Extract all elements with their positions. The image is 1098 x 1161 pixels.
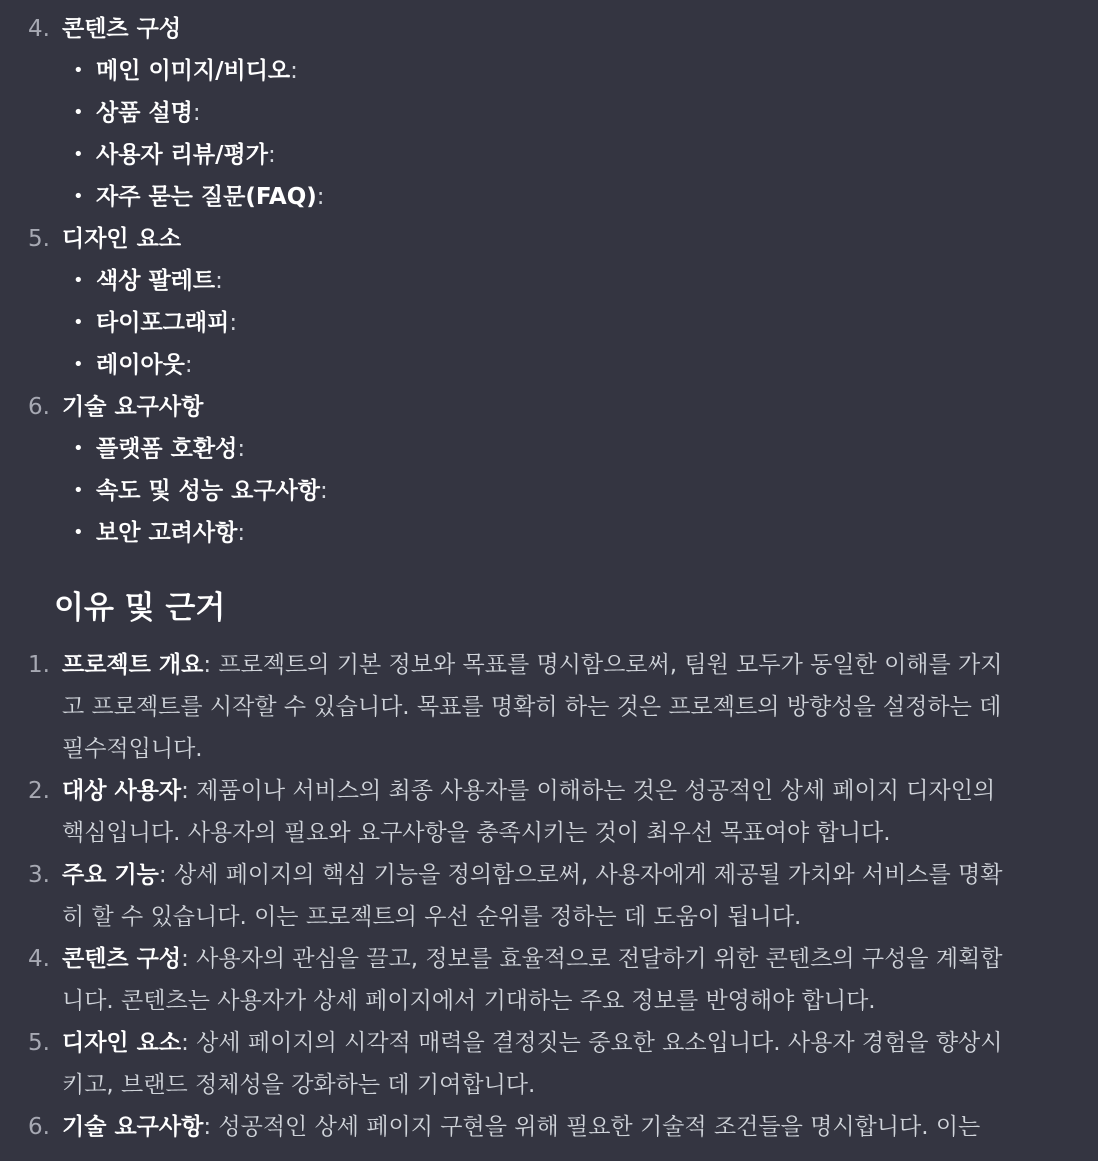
list-item: • 레이아웃: <box>62 344 1098 386</box>
item-label: 자주 묻는 질문(FAQ) <box>96 184 317 210</box>
item-label: 메인 이미지/비디오 <box>96 58 291 84</box>
reason-text: 프로젝트의 기본 정보와 목표를 명시함으로써, 팀원 모두가 동일한 이해를 가지고 프로젝트를 시작할 수 있습니다. 목표를 명확히 하는 것은 프로젝트의 방향성을 설정하는 데 필수적입니다. <box>62 652 1003 762</box>
reason-label: 주요 기능 <box>62 862 159 888</box>
reason-number: 3. <box>28 862 50 888</box>
reasons-heading: 이유 및 근거 <box>54 590 226 626</box>
list-item: • 메인 이미지/비디오: <box>62 50 1098 92</box>
list-item: • 사용자 리뷰/평가: <box>62 134 1098 176</box>
reason-number: 1. <box>28 652 50 678</box>
reason-number: 4. <box>28 946 50 972</box>
reason-item: 4. 콘텐츠 구성: 사용자의 관심을 끌고, 정보를 효율적으로 전달하기 위한 콘텐츠의 구성을 계획합니다. 콘텐츠는 사용자가 상세 페이지에서 기대하는 주요 정보를 반영해야 합니다. <box>0 938 1020 1022</box>
reason-item: 5. 디자인 요소: 상세 페이지의 시각적 매력을 결정짓는 중요한 요소입니다. 사용자 경험을 향상시키고, 브랜드 정체성을 강화하는 데 기여합니다. <box>0 1022 1020 1106</box>
reason-label: 콘텐츠 구성 <box>62 946 182 972</box>
reason-number: 6. <box>28 1114 50 1140</box>
reason-number: 2. <box>28 778 50 804</box>
outline-section <box>0 218 1098 386</box>
item-label: 색상 팔레트 <box>96 268 216 294</box>
reason-label: 디자인 요소 <box>62 1030 182 1056</box>
reason-text: 사용자의 관심을 끌고, 정보를 효율적으로 전달하기 위한 콘텐츠의 구성을 계획합니다. 콘텐츠는 사용자가 상세 페이지에서 기대하는 주요 정보를 반영해야 합니다. <box>62 946 1003 1014</box>
bullet-icon: • <box>73 312 84 333</box>
reason-label: 대상 사용자 <box>62 778 182 804</box>
item-label: 플랫폼 호환성 <box>96 436 238 462</box>
section-title: 디자인 요소 <box>62 226 182 252</box>
section-number: 4. <box>28 16 50 42</box>
list-item: • 보안 고려사항: <box>62 512 1098 554</box>
section-title: 콘텐츠 구성 <box>62 16 182 42</box>
section-number: 6. <box>28 394 50 420</box>
list-item: • 색상 팔레트: <box>62 260 1098 302</box>
item-label: 상품 설명 <box>96 100 193 126</box>
reason-item: 2. 대상 사용자: 제품이나 서비스의 최종 사용자를 이해하는 것은 성공적인 상세 페이지 디자인의 핵심입니다. 사용자의 필요와 요구사항을 충족시키는 것이 최우선 목표여야 합니다. <box>0 770 1020 854</box>
list-item: • 자주 묻는 질문(FAQ): <box>62 176 1098 218</box>
reason-label: 프로젝트 개요 <box>62 652 204 678</box>
reason-text: 상세 페이지의 시각적 매력을 결정짓는 중요한 요소입니다. 사용자 경험을 향상시키고, 브랜드 정체성을 강화하는 데 기여합니다. <box>62 1030 1003 1098</box>
list-item: • 타이포그래피: <box>62 302 1098 344</box>
list-item: • 플랫폼 호환성: <box>62 428 1098 470</box>
item-label: 속도 및 성능 요구사항 <box>96 478 320 504</box>
bullet-icon: • <box>73 186 84 207</box>
reason-text: 상세 페이지의 핵심 기능을 정의함으로써, 사용자에게 제공될 가치와 서비스를 명확히 할 수 있습니다. 이는 프로젝트의 우선 순위를 정하는 데 도움이 됩니다. <box>62 862 1003 930</box>
item-label: 타이포그래피 <box>96 310 230 336</box>
outline-section <box>0 8 1098 218</box>
list-item: • 속도 및 성능 요구사항: <box>62 470 1098 512</box>
bullet-icon: • <box>73 438 84 459</box>
bullet-icon: • <box>73 522 84 543</box>
item-label: 보안 고려사항 <box>96 520 238 546</box>
reasons-list <box>0 644 1098 1148</box>
bullet-icon: • <box>73 102 84 123</box>
outline-section <box>0 386 1098 554</box>
reason-item: 1. 프로젝트 개요: 프로젝트의 기본 정보와 목표를 명시함으로써, 팀원 모두가 동일한 이해를 가지고 프로젝트를 시작할 수 있습니다. 목표를 명확히 하는 것은 프로젝트의 방향성을 설정하는 데 필수적입니다. <box>0 644 1020 770</box>
outline-list <box>0 8 1098 554</box>
bullet-icon: • <box>73 60 84 81</box>
bullet-icon: • <box>73 354 84 375</box>
bullet-icon: • <box>73 144 84 165</box>
reason-text: 제품이나 서비스의 최종 사용자를 이해하는 것은 성공적인 상세 페이지 디자인의 핵심입니다. 사용자의 필요와 요구사항을 충족시키는 것이 최우선 목표여야 합니다. <box>62 778 996 846</box>
reason-item: 3. 주요 기능: 상세 페이지의 핵심 기능을 정의함으로써, 사용자에게 제공될 가치와 서비스를 명확히 할 수 있습니다. 이는 프로젝트의 우선 순위를 정하는 데 도움이 됩니다. <box>0 854 1020 938</box>
reason-text: 성공적인 상세 페이지 구현을 위해 필요한 기술적 조건들을 명시합니다. 이는 <box>218 1114 981 1140</box>
bullet-icon: • <box>73 480 84 501</box>
item-label: 레이아웃 <box>96 352 185 378</box>
reason-number: 5. <box>28 1030 50 1056</box>
section-number: 5. <box>28 226 50 252</box>
bullet-icon: • <box>73 270 84 291</box>
item-label: 사용자 리뷰/평가 <box>96 142 268 168</box>
list-item: • 상품 설명: <box>62 92 1098 134</box>
reason-label: 기술 요구사항 <box>62 1114 204 1140</box>
section-title: 기술 요구사항 <box>62 394 204 420</box>
reason-item: 6. 기술 요구사항: 성공적인 상세 페이지 구현을 위해 필요한 기술적 조건들을 명시합니다. 이는 <box>0 1106 1020 1148</box>
